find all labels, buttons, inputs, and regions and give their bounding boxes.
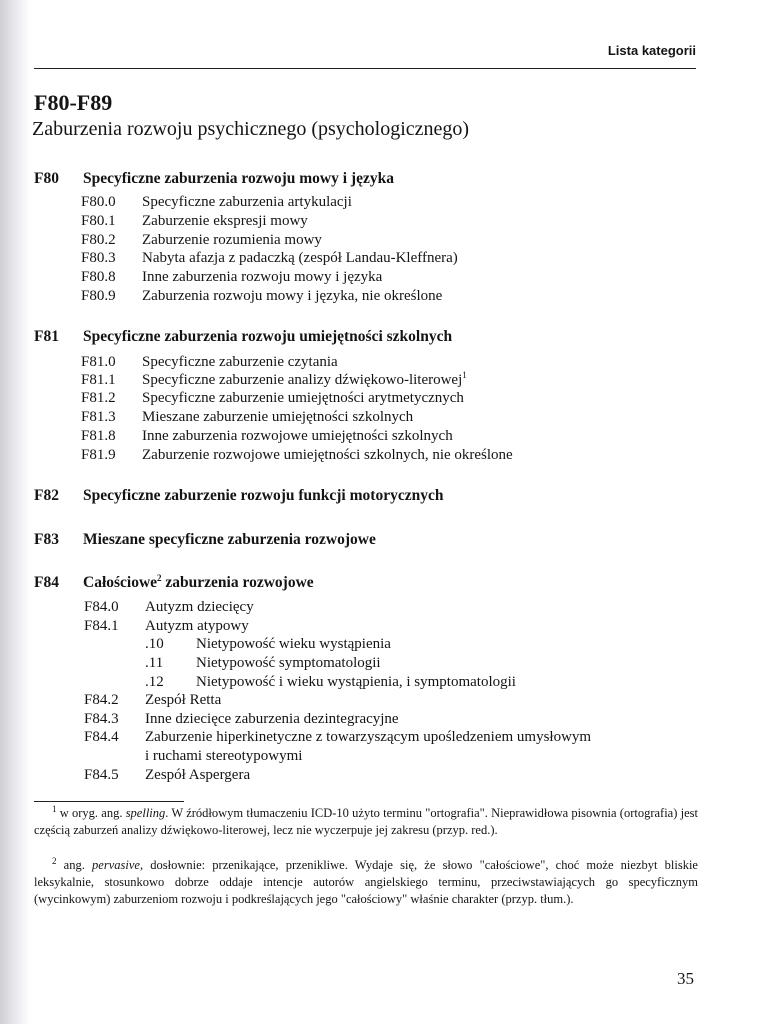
section-heading-f84: [34, 574, 314, 592]
footnote-rule: [34, 801, 184, 802]
entry-text: Zespół Retta: [145, 692, 222, 708]
entry-text: Zaburzenie rozumienia mowy: [142, 232, 322, 248]
entry-code: F81.9: [81, 447, 116, 463]
list-item: [81, 268, 382, 286]
entry-text: Nietypowość i wieku wystąpienia, i symptomatologii: [196, 674, 516, 690]
entry-text: Nabyta afazja z padaczką (zespół Landau-Kleffnera): [142, 250, 458, 266]
list-item: [84, 617, 249, 635]
footnote-1: [34, 805, 698, 839]
entry-code: F81.2: [81, 390, 116, 406]
entry-code: F80.0: [81, 194, 116, 210]
section-heading-f83: [34, 531, 376, 549]
footnote-text: ang.: [56, 858, 93, 872]
list-item: [84, 728, 591, 746]
entry-code: F84.3: [84, 711, 119, 727]
sub-list-item: [145, 654, 381, 672]
entry-text: Inne zaburzenia rozwojowe umiejętności szkolnych: [142, 428, 453, 444]
list-item: [84, 766, 250, 784]
entry-text: Specyficzne zaburzenie analizy dźwiękowo-literowej: [142, 372, 463, 388]
footnote-italic: pervasive: [92, 858, 140, 872]
entry-text: Inne dziecięce zaburzenia dezintegracyjne: [145, 711, 399, 727]
entry-text: Inne zaburzenia rozwoju mowy i języka: [142, 269, 383, 285]
list-item: [81, 353, 338, 371]
entry-code: F80.1: [81, 213, 116, 229]
section-title: Specyficzne zaburzenia rozwoju umiejętności szkolnych: [83, 328, 453, 345]
entry-text: Zaburzenie rozwojowe umiejętności szkolnych, nie określone: [142, 447, 513, 463]
entry-code: F84.4: [84, 729, 119, 745]
entry-text: Zaburzenie hiperkinetyczne z towarzyszącym upośledzeniem umysłowym: [145, 729, 592, 745]
entry-code: F84.0: [84, 599, 119, 615]
list-item: [81, 212, 308, 230]
running-header: Lista kategorii: [607, 43, 696, 58]
section-code: F83: [34, 531, 59, 548]
section-code: F81: [34, 328, 59, 345]
header-rule: [34, 68, 696, 69]
list-item: [81, 287, 442, 305]
footnote-ref-1: 1: [462, 370, 467, 380]
entry-code: F81.8: [81, 428, 116, 444]
entry-text: Autyzm dziecięcy: [145, 599, 254, 615]
list-item: [81, 231, 322, 249]
section-heading-f81: [34, 328, 452, 346]
footnote-mark: 1: [52, 803, 57, 814]
list-item: [84, 691, 221, 709]
section-title: Mieszane specyficzne zaburzenia rozwojowe: [83, 531, 376, 548]
section-heading-f82: [34, 487, 443, 505]
list-item: [81, 371, 467, 389]
section-code: F80: [34, 170, 59, 187]
section-title-rest: zaburzenia rozwojowe: [161, 574, 314, 591]
list-item: [81, 389, 464, 407]
entry-text: Specyficzne zaburzenie czytania: [142, 354, 338, 370]
entry-text: Autyzm atypowy: [145, 618, 249, 634]
section-heading-f80: [34, 170, 394, 188]
footnote-italic: spelling: [125, 806, 166, 820]
section-code: F82: [34, 487, 59, 504]
section-title: Całościowe: [83, 574, 158, 591]
section-title: Specyficzne zaburzenia rozwoju mowy i języka: [83, 170, 394, 187]
footnote-text: , dosłownie: przenikające, przenikliwe. Wydaje się, że słowo "całościowe", choć może niezbyt bliskie leksykalnie, stosunkowo dobrze oddaje intencje autorów angielskiego terminu, przeciwstawiających go specyficznym (wycinkowym) zaburzeniom rozwoju i podkreślających jego "całościowy" właśnie charakter (przyp. tłum.).: [34, 858, 698, 906]
list-item: [81, 446, 513, 464]
list-item: [81, 408, 413, 426]
entry-text: Zaburzenia rozwoju mowy i języka, nie określone: [142, 288, 443, 304]
footnote-text: . W źródłowym tłumaczeniu ICD-10 użyto terminu "ortografia". Nieprawidłowa pisownia (ortografia) jest częścią zaburzeń analizy dźwiękowo-literowej, lecz nie wyczerpuje jej zakresu (przyp. red.).: [34, 806, 698, 837]
entry-text: Mieszane zaburzenie umiejętności szkolnych: [142, 409, 414, 425]
entry-text: Specyficzne zaburzenia artykulacji: [142, 194, 352, 210]
footnote-text: w oryg. ang.: [56, 806, 126, 820]
list-item: [81, 427, 453, 445]
entry-code: F80.9: [81, 288, 116, 304]
entry-code: F84.5: [84, 767, 119, 783]
list-item-continuation: i ruchami stereotypowymi: [145, 748, 303, 764]
entry-code: .10: [145, 636, 164, 652]
sub-list-item: [145, 673, 516, 691]
entry-code: .12: [145, 674, 164, 690]
section-code: F84: [34, 574, 59, 591]
entry-code: F84.1: [84, 618, 119, 634]
list-item: [81, 249, 458, 267]
entry-code: .11: [145, 655, 164, 671]
footnote-ref-2: 2: [157, 572, 162, 583]
chapter-code: F80-F89: [34, 90, 113, 115]
entry-code: F81.3: [81, 409, 116, 425]
page-binding-shadow: [0, 0, 30, 1024]
entry-code: F80.2: [81, 232, 116, 248]
entry-text: Nietypowość wieku wystąpienia: [196, 636, 391, 652]
section-title: Specyficzne zaburzenie rozwoju funkcji motorycznych: [83, 487, 444, 504]
entry-text: Zaburzenie ekspresji mowy: [142, 213, 308, 229]
entry-text: Zespół Aspergera: [145, 767, 251, 783]
entry-code: F80.3: [81, 250, 116, 266]
sub-list-item: [145, 635, 391, 653]
list-item: [84, 598, 254, 616]
entry-text: Specyficzne zaburzenie umiejętności arytmetycznych: [142, 390, 464, 406]
footnote-2: [34, 857, 698, 908]
entry-code: F80.8: [81, 269, 116, 285]
list-item: [81, 193, 352, 211]
page-number: 35: [677, 969, 694, 988]
entry-code: F81.0: [81, 354, 116, 370]
footnote-mark: 2: [52, 855, 57, 866]
list-item: [84, 710, 399, 728]
entry-code: F81.1: [81, 372, 116, 388]
chapter-title: Zaburzenia rozwoju psychicznego (psychologicznego): [32, 118, 470, 140]
entry-code: F84.2: [84, 692, 119, 708]
entry-text: Nietypowość symptomatologii: [196, 655, 381, 671]
